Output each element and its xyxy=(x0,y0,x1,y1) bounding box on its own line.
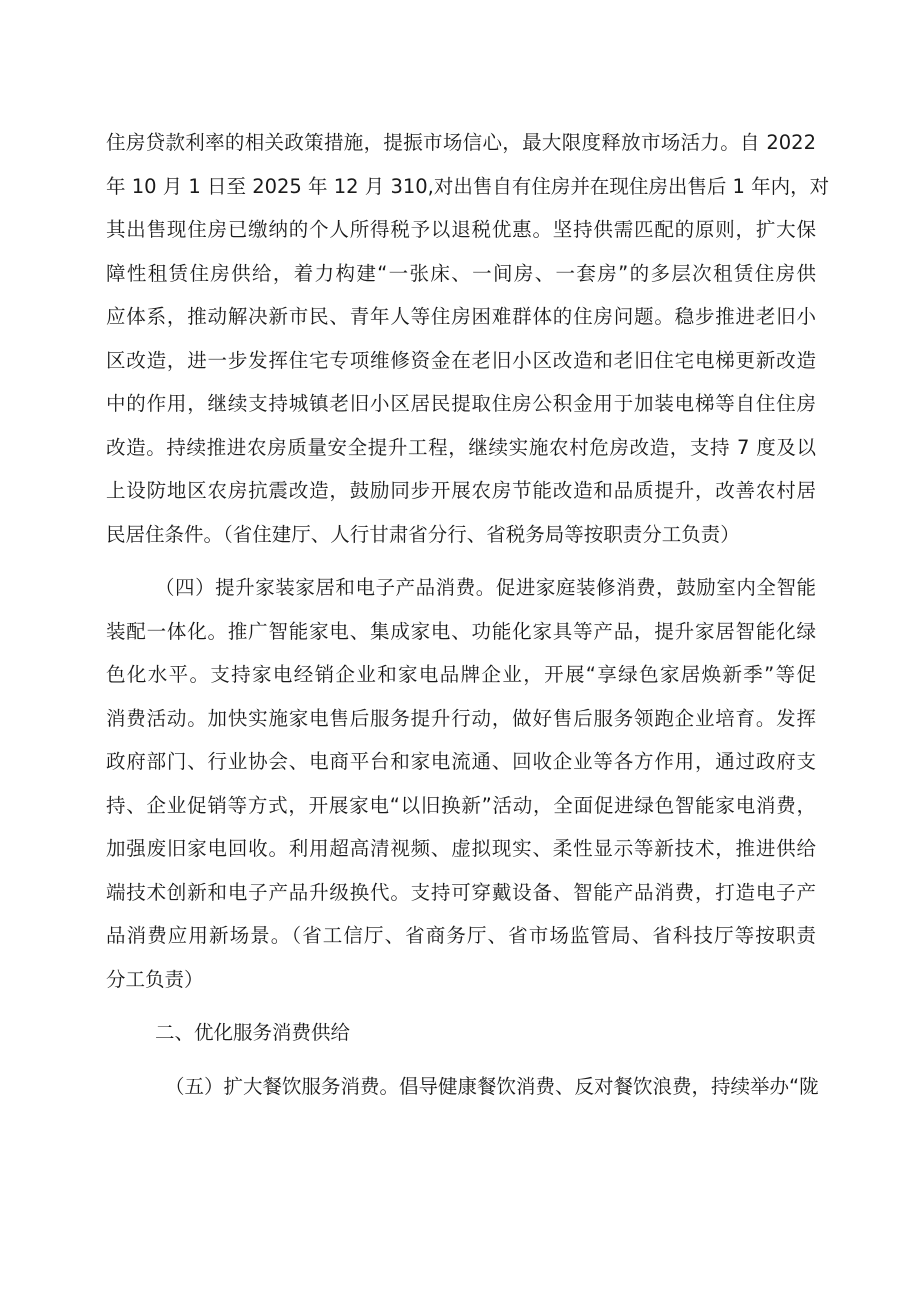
text-line: 区改造，进一步发挥住宅专项维修资金在老旧小区改造和老旧住宅电梯更新改造 xyxy=(106,348,816,372)
text-line: 持、企业促销等方式，开展家电“以旧换新”活动，全面促进绿色智能家电消费， xyxy=(106,793,816,817)
text-line: 装配一体化。推广智能家电、集成家电、功能化家具等产品，提升家居智能化绿 xyxy=(106,619,816,643)
text-line: 色化水平。支持家电经销企业和家电品牌企业，开展“享绿色家居焕新季”等促 xyxy=(106,663,816,686)
paragraph-dining xyxy=(106,1065,819,1109)
text-line: 障性租赁住房供给，着力构建“一张床、一间房、一套房”的多层次租赁住房供 xyxy=(106,261,816,285)
paragraph-spacer xyxy=(106,1001,816,1011)
paragraph-spacer xyxy=(106,556,816,566)
document-body xyxy=(106,121,830,1108)
text-line: 应体系，推动解决新市民、青年人等住房困难群体的住房问题。稳步推进老旧小 xyxy=(106,305,816,328)
text-line: 加强废旧家电回收。利用超高清视频、虚拟现实、柔性显示等新技术，推进供给 xyxy=(106,837,816,860)
text-line: 年 10 月 1 日至 2025 年 12 月 310,对出售自有住房并在现住房出售后 1 年内，对 xyxy=(106,174,830,198)
text-line: 端技术创新和电子产品升级换代。支持可穿戴设备、智能产品消费，打造电子产 xyxy=(106,880,816,904)
text-line: （五）扩大餐饮服务消费。倡导健康餐饮消费、反对餐饮浪费，持续举办“陇 xyxy=(165,1074,819,1098)
text-line: 其出售现住房已缴纳的个人所得税予以退税优惠。坚持供需匹配的原则，扩大保 xyxy=(106,218,816,241)
text-line: 政府部门、行业协会、电商平台和家电流通、回收企业等各方作用，通过政府支 xyxy=(106,750,816,773)
text-line: 改造。持续推进农房质量安全提升工程，继续实施农村危房改造，支持 7 度及以 xyxy=(106,435,816,459)
section-heading xyxy=(106,1011,816,1055)
paragraph-spacer xyxy=(106,1055,816,1065)
text-line: 民居住条件。（省住建厅、人行甘肃省分行、省税务局等按职责分工负责） xyxy=(106,522,740,546)
text-line: 消费活动。加快实施家电售后服务提升行动，做好售后服务领跑企业培育。发挥 xyxy=(106,706,816,730)
section-heading-text: 二、优化服务消费供给 xyxy=(155,1021,351,1044)
paragraph-home-electronics xyxy=(106,566,816,1001)
text-line: 品消费应用新场景。（省工信厅、省商务厅、省市场监管局、省科技厅等按职责 xyxy=(106,924,816,947)
paragraph-housing xyxy=(106,121,830,556)
text-line: 分工负责） xyxy=(106,967,204,991)
text-line: 上设防地区农房抗震改造，鼓励同步开展农房节能改造和品质提升，改善农村居 xyxy=(106,479,816,502)
text-line: 中的作用，继续支持城镇老旧小区居民提取住房公积金用于加装电梯等自住住房 xyxy=(106,392,816,415)
text-line: （四）提升家装家居和电子产品消费。促进家庭装修消费，鼓励室内全智能 xyxy=(155,576,816,599)
text-line: 住房贷款利率的相关政策措施，提振市场信心，最大限度释放市场活力。自 2022 xyxy=(106,131,816,154)
